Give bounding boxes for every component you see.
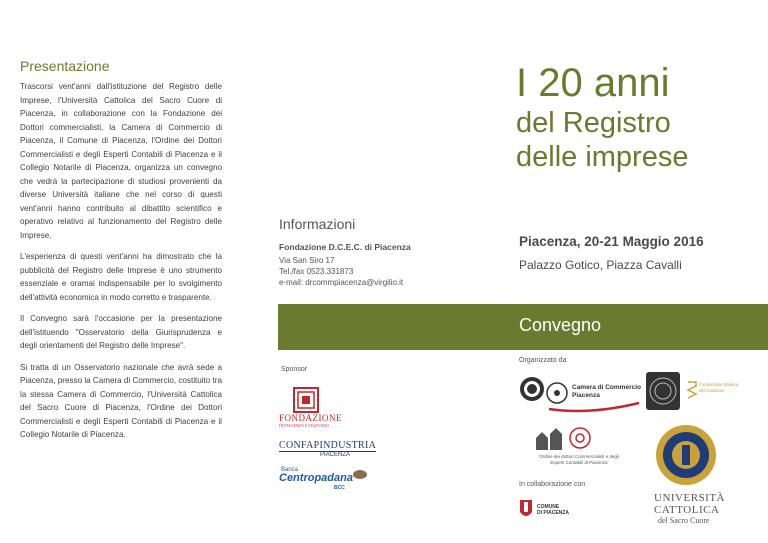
ordine-commercialisti-icon (534, 426, 594, 457)
presentazione-paragraph: Trascorsi vent'anni dall'istituzione del Registro delle Imprese, l'Università Cattolica del Sacro Cuore di Piacenza, in collaborazione con la Fondazione dei Dottori commercialisti, la Camera di Commercio di Piacenza, il Comune di Piacenza, l'Ordine dei Dottori Commercialisti e degli Esperti Contabili di Piacenza e il Collegio Notarile di Piacenza, organizza un convegno che vedrà la partecipazione di studiosi provenienti da diverse Università italiane che nel corso di questi vent'anni hanno contribuito al dibattito scientifico e operativo relativo al funzionamento del Registro delle Imprese. (20, 82, 222, 240)
banca-logo-small: Banca (281, 467, 299, 473)
camera-commercio-line1: Camera di Commercio (572, 384, 641, 391)
centropadana-logo-text: Centropadana (279, 472, 353, 484)
comune-text-line1: COMUNE (537, 504, 560, 510)
organizers-label: Organizzato da (519, 357, 567, 364)
ucsc-text-line1: UNIVERSITÀ (654, 492, 725, 504)
camera-commercio-line2: Piacenza (572, 392, 600, 399)
presentazione-paragraph: Si tratta di un Osservatorio nazionale che avrà sede a Piacenza, presso la Camera di Commercio, costituito tra la stessa Camera di Commercio, l'Università Cattolica del Sacro Cuore di Piacenza, l'Ordine dei Dottori Commercialisti e degli Esperti Contabili di Piacenza e il Collegio Notarile di Piacenza. (20, 362, 222, 439)
info-phone: Tel./fax 0523.331873 (279, 267, 354, 276)
ordine-text-line1: Ordine dei dottori Commercialisti e degli (539, 454, 619, 459)
presentazione-section (20, 58, 222, 450)
ucsc-seal-icon (519, 376, 545, 407)
convegno-label: Convegno (519, 315, 602, 335)
cover-title (516, 60, 766, 174)
presentazione-paragraph: Il Convegno sarà l'occasione per la presentazione dell'istituendo "Osservatorio della Giurisprudenza e degli orientamenti del Registro delle Imprese". (20, 314, 222, 350)
fondazione-logo-subtext: DI PIACENZA E VIGEVANO (279, 423, 329, 428)
presentazione-paragraph: L'esperienza di questi vent'anni ha dimostrato che la pubblicità del Registro delle Imprese è uno strumento essenziale e oramai indispensabile per lo svolgimento dell'attività economica in modo corretto e trasparente. (20, 252, 222, 302)
presentazione-title: Presentazione (20, 58, 110, 74)
centropadana-logo-icon (353, 470, 367, 479)
fondazione-logo-icon (293, 387, 319, 413)
collaboration-label: In collaborazione con (519, 481, 586, 488)
comune-text-line2: DI PIACENZA (537, 510, 569, 516)
comune-piacenza-icon (519, 498, 533, 527)
collegio-notarile-seal-icon (646, 372, 680, 410)
event-date: Piacenza, 20-21 Maggio 2016 (519, 234, 704, 249)
ordine-text-line2: Esperti Contabili di Piacenza (550, 460, 608, 465)
info-address: Via San Siro 17 (279, 256, 335, 265)
fondazione-logo-text: FONDAZIONE (279, 413, 342, 423)
sponsor-label: Sponsor (281, 366, 308, 373)
ucsc-text-line3: del Sacro Cuore (658, 516, 710, 525)
bcc-logo-text: BCC (334, 485, 345, 491)
confapindustria-logo-subtext: PIACENZA (320, 452, 351, 458)
informazioni-title: Informazioni (279, 216, 356, 232)
cover-title-line: del Registro (516, 107, 671, 139)
confapindustria-logo-text: CONFAPINDUSTRIA (279, 440, 377, 451)
ucsc-text-line2: CATTOLICA (654, 504, 720, 516)
fondazione-notariato-icon (686, 380, 698, 405)
info-email[interactable]: e-mail: drcommpiacenza@virgilio.it (279, 278, 404, 287)
fondazione-notariato-text: Fondazione Italiana del Notariato (699, 382, 739, 393)
cover-title-line: delle imprese (516, 141, 689, 173)
ucsc-logo-icon (655, 424, 717, 491)
info-organization: Fondazione D.C.E.C. di Piacenza (279, 242, 411, 252)
event-venue: Palazzo Gotico, Piazza Cavalli (519, 258, 682, 272)
cover-title-line: I 20 anni (516, 61, 670, 105)
informazioni-section (279, 216, 479, 288)
